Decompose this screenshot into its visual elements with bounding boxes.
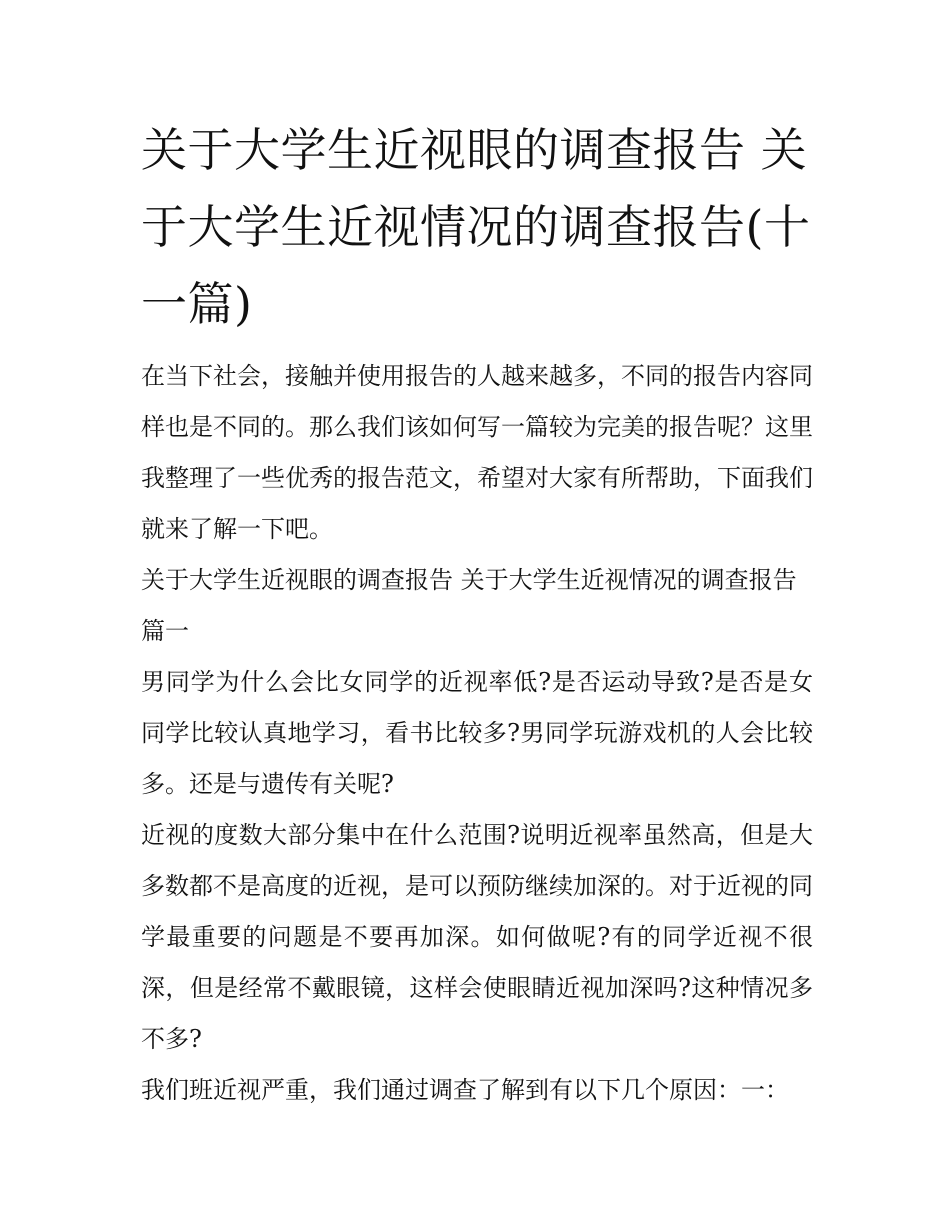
document-page [141, 112, 813, 1116]
document-title: 关于大学生近视眼的调查报告 关于大学生近视情况的调查报告(十一篇) [141, 123, 811, 331]
body-paragraph-3: 我们班近视严重，我们通过调查了解到有以下几个原因：一： [141, 1076, 789, 1104]
section-heading: 关于大学生近视眼的调查报告 关于大学生近视情况的调查报告篇一 [141, 566, 797, 645]
body-paragraph-2: 近视的度数大部分集中在什么范围?说明近视率虽然高，但是大多数都不是高度的近视，是可以预防继续加深的。对于近视的同学最重要的问题是不要再加深。如何做呢?有的同学近视不很深，但是经常不戴眼镜，这样会使眼睛近视加深吗?这种情况多不多? [141, 821, 813, 1053]
body-paragraph-1: 男同学为什么会比女同学的近视率低?是否运动导致?是否是女同学比较认真地学习，看书比较多?男同学玩游戏机的人会比较多。还是与遗传有关呢? [141, 668, 813, 798]
intro-paragraph: 在当下社会，接触并使用报告的人越来越多，不同的报告内容同样也是不同的。那么我们该如何写一篇较为完美的报告呢？这里我整理了一些优秀的报告范文，希望对大家有所帮助，下面我们就来了解一下吧。 [141, 362, 813, 543]
